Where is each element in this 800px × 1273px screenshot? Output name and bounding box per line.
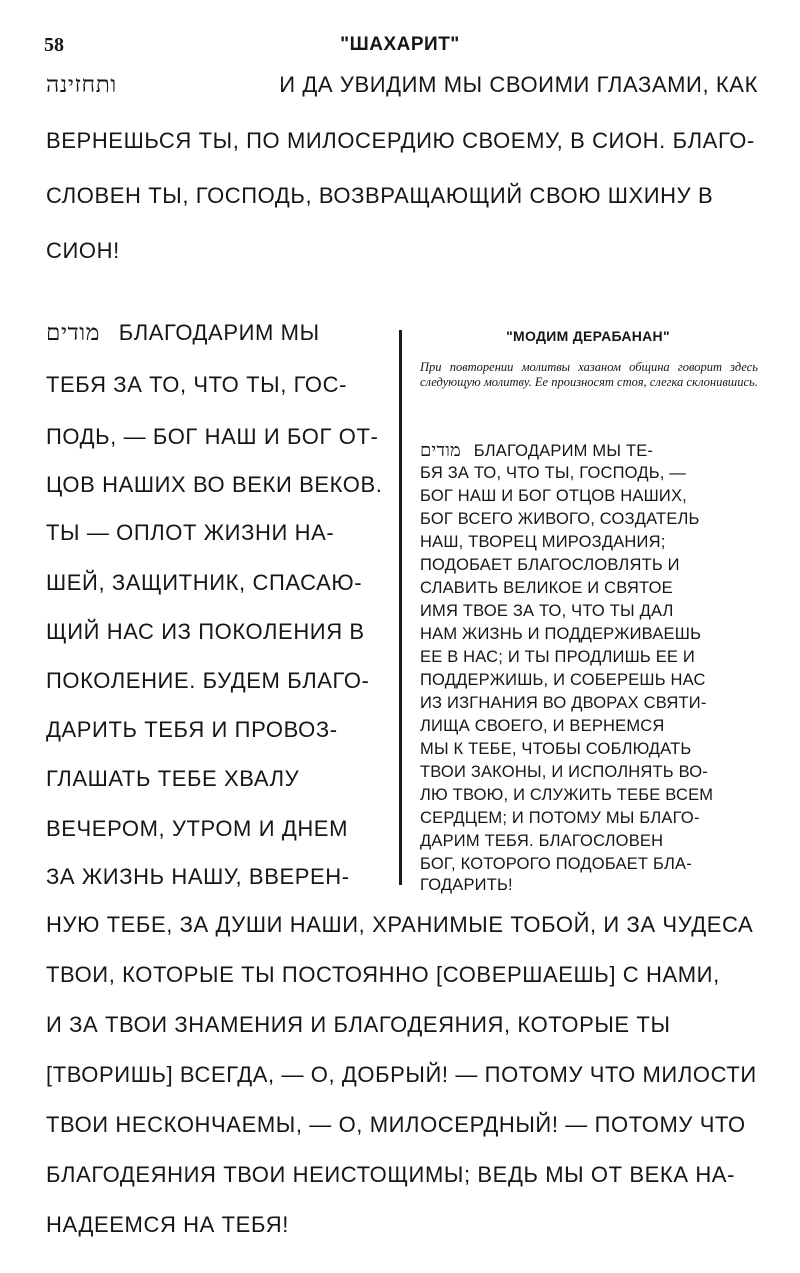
bottom-line: И ЗА ТВОИ ЗНАМЕНИЯ И БЛАГОДЕЯНИЯ, КОТОРЫЕ ТЫ xyxy=(46,1012,671,1037)
left-column-first-text: БЛАГОДАРИМ МЫ xyxy=(118,320,320,345)
bottom-line: НУЮ ТЕБЕ, ЗА ДУШИ НАШИ, ХРАНИМЫЕ ТОБОЙ, И ЗА ЧУДЕСА xyxy=(46,912,754,937)
right-column-line: НАШ, ТВОРЕЦ МИРОЗДАНИЯ; xyxy=(420,533,666,551)
right-column-line: НАМ ЖИЗНЬ И ПОДДЕРЖИВАЕШЬ xyxy=(420,625,702,643)
paragraph1-line3: СЛОВЕН ТЫ, ГОСПОДЬ, ВОЗВРАЩАЮЩИЙ СВОЮ ШХИНУ В xyxy=(46,183,714,208)
right-column-first-text: БЛАГОДАРИМ МЫ ТЕ- xyxy=(473,442,654,460)
right-column-line: ЕЕ В НАС; И ТЫ ПРОДЛИШЬ ЕЕ И xyxy=(420,648,695,666)
bottom-line: ТВОИ, КОТОРЫЕ ТЫ ПОСТОЯННО [СОВЕРШАЕШЬ] С НАМИ, xyxy=(46,962,720,987)
running-title: "ШАХАРИТ" xyxy=(340,34,460,55)
right-column-line: СЕРДЦЕМ; И ПОТОМУ МЫ БЛАГО- xyxy=(420,809,700,827)
right-column-title: "МОДИМ ДЕРАБАНАН" xyxy=(506,328,670,344)
right-column-line: ТВОИ ЗАКОНЫ, И ИСПОЛНЯТЬ ВО- xyxy=(420,763,709,781)
paragraph1-line1-text: И ДА УВИДИМ МЫ СВОИМИ ГЛАЗАМИ, КАК xyxy=(279,72,758,97)
right-column-line: ИМЯ ТВОЕ ЗА ТО, ЧТО ТЫ ДАЛ xyxy=(420,602,674,620)
hebrew-word-modim-small: מודים xyxy=(420,440,461,461)
left-column-line: ТЫ — ОПЛОТ ЖИЗНИ НА- xyxy=(46,520,335,545)
right-column-line: ДАРИМ ТЕБЯ. БЛАГОСЛОВЕН xyxy=(420,832,664,850)
right-column-line: БЯ ЗА ТО, ЧТО ТЫ, ГОСПОДЬ, — xyxy=(420,464,687,482)
right-column-line: БОГ НАШ И БОГ ОТЦОВ НАШИХ, xyxy=(420,487,687,505)
left-column-line: ДАРИТЬ ТЕБЯ И ПРОВОЗ- xyxy=(46,717,338,742)
bottom-line: БЛАГОДЕЯНИЯ ТВОИ НЕИСТОЩИМЫ; ВЕДЬ МЫ ОТ ВЕКА НА- xyxy=(46,1162,736,1187)
right-column-note: При повторении молитвы хазаном община говорит здесь следующую молитву. Ее произносят стоя, слегка склонившись. xyxy=(420,360,758,389)
left-column-line: ЩИЙ НАС ИЗ ПОКОЛЕНИЯ В xyxy=(46,619,365,644)
hebrew-word-vetechezena: ותחזינה xyxy=(46,72,117,98)
left-column-line: ШЕЙ, ЗАЩИТНИК, СПАСАЮ- xyxy=(46,570,363,595)
right-column-line: БОГ, КОТОРОГО ПОДОБАЕТ БЛА- xyxy=(420,855,692,873)
left-column-line: ТЕБЯ ЗА ТО, ЧТО ТЫ, ГОС- xyxy=(46,372,348,397)
left-column-line: ГЛАШАТЬ ТЕБЕ ХВАЛУ xyxy=(46,766,300,791)
left-column-line: ПОКОЛЕНИЕ. БУДЕМ БЛАГО- xyxy=(46,668,370,693)
right-column-line: ИЗ ИЗГНАНИЯ ВО ДВОРАХ СВЯТИ- xyxy=(420,694,707,712)
right-column-line: БОГ ВСЕГО ЖИВОГО, СОЗДАТЕЛЬ xyxy=(420,510,700,528)
paragraph1-line2: ВЕРНЕШЬСЯ ТЫ, ПО МИЛОСЕРДИЮ СВОЕМУ, В СИОН. БЛАГО- xyxy=(46,128,755,153)
left-column-line: ВЕЧЕРОМ, УТРОМ И ДНЕМ xyxy=(46,816,349,841)
paragraph1-line1 xyxy=(46,72,758,98)
right-column-line: ЛИЩА СВОЕГО, И ВЕРНЕМСЯ xyxy=(420,717,665,735)
bottom-line: ТВОИ НЕСКОНЧАЕМЫ, — О, МИЛОСЕРДНЫЙ! — ПОТОМУ ЧТО xyxy=(46,1112,746,1137)
right-column-line: ЛЮ ТВОЮ, И СЛУЖИТЬ ТЕБЕ ВСЕМ xyxy=(420,786,714,804)
page-number: 58 xyxy=(44,34,64,56)
left-column-line: ПОДЬ, — БОГ НАШ И БОГ ОТ- xyxy=(46,424,379,449)
right-column-line: ГОДАРИТЬ! xyxy=(420,876,513,894)
right-column-line: ПОДДЕРЖИШЬ, И СОБЕРЕШЬ НАС xyxy=(420,671,706,689)
column-divider xyxy=(399,330,402,885)
right-column-first-line xyxy=(420,440,758,461)
paragraph1-line4: СИОН! xyxy=(46,238,120,263)
bottom-line: НАДЕЕМСЯ НА ТЕБЯ! xyxy=(46,1212,289,1237)
right-column-line: МЫ К ТЕБЕ, ЧТОБЫ СОБЛЮДАТЬ xyxy=(420,740,692,758)
right-column-line: СЛАВИТЬ ВЕЛИКОЕ И СВЯТОЕ xyxy=(420,579,673,597)
hebrew-word-modim: מודים xyxy=(46,320,100,346)
left-column-line: ЗА ЖИЗНЬ НАШУ, ВВЕРЕН- xyxy=(46,864,350,889)
left-column-line: ЦОВ НАШИХ ВО ВЕКИ ВЕКОВ. xyxy=(46,472,383,497)
left-column-first-line xyxy=(46,320,382,346)
right-column-line: ПОДОБАЕТ БЛАГОСЛОВЛЯТЬ И xyxy=(420,556,680,574)
bottom-line: [ТВОРИШЬ] ВСЕГДА, — О, ДОБРЫЙ! — ПОТОМУ ЧТО МИЛОСТИ xyxy=(46,1062,757,1087)
